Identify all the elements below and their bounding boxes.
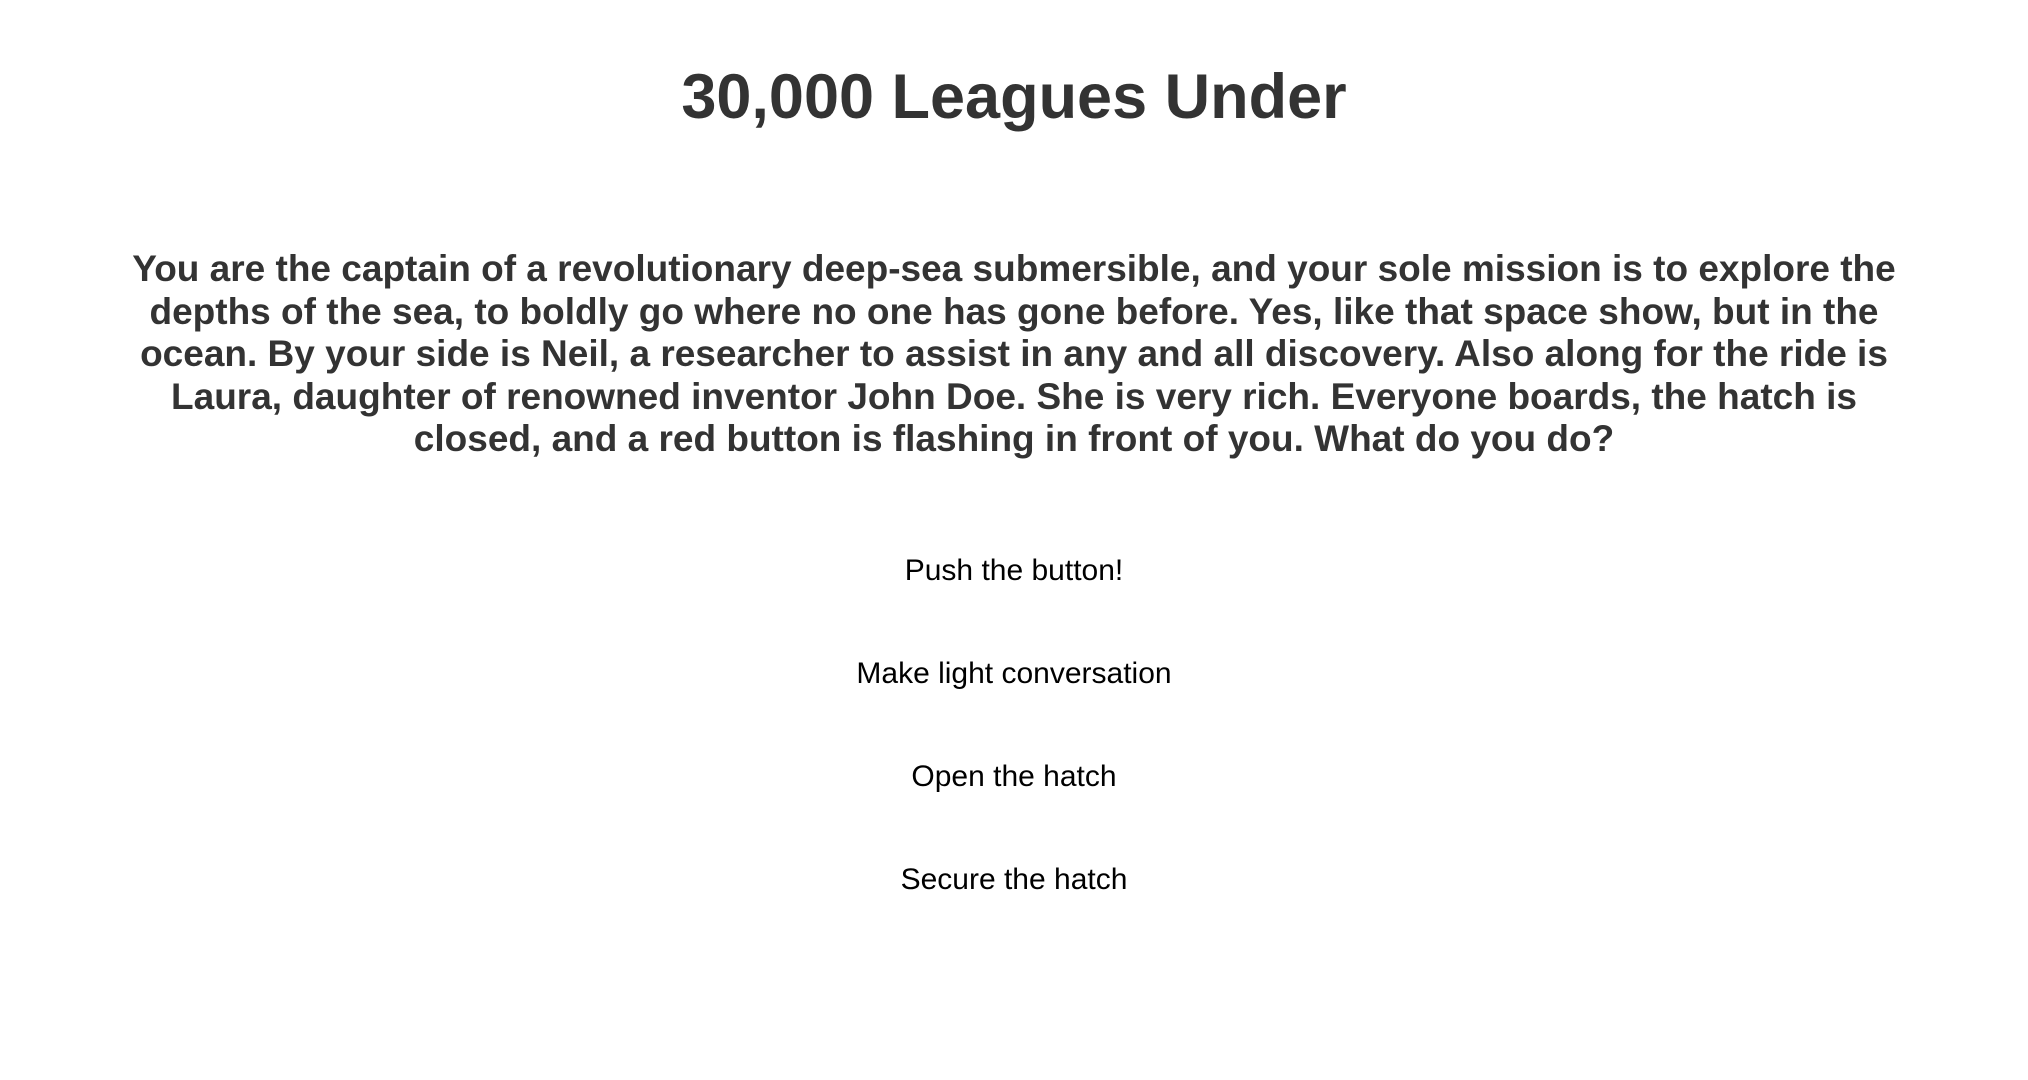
choice-push-button[interactable]: Push the button!: [904, 553, 1124, 587]
game-title: 30,000 Leagues Under: [681, 62, 1347, 132]
choice-make-conversation[interactable]: Make light conversation: [856, 656, 1172, 690]
choice-secure-hatch[interactable]: Secure the hatch: [900, 862, 1128, 896]
choice-list: [856, 553, 1171, 898]
story-text: You are the captain of a revolutionary deep-sea submersible, and your sole mission is to explore the depths of the sea, to boldly go where no one has gone before. Yes, like that space show, but in the ocean. By your side is Neil, a researcher to assist in any and all discovery. Also along for the ride is Laura, daughter of renowned inventor John Doe. She is very rich. Everyone boards, the hatch is closed, and a red button is flashing in front of you. What do you do?: [132, 248, 1896, 459]
choice-open-hatch[interactable]: Open the hatch: [911, 759, 1117, 793]
